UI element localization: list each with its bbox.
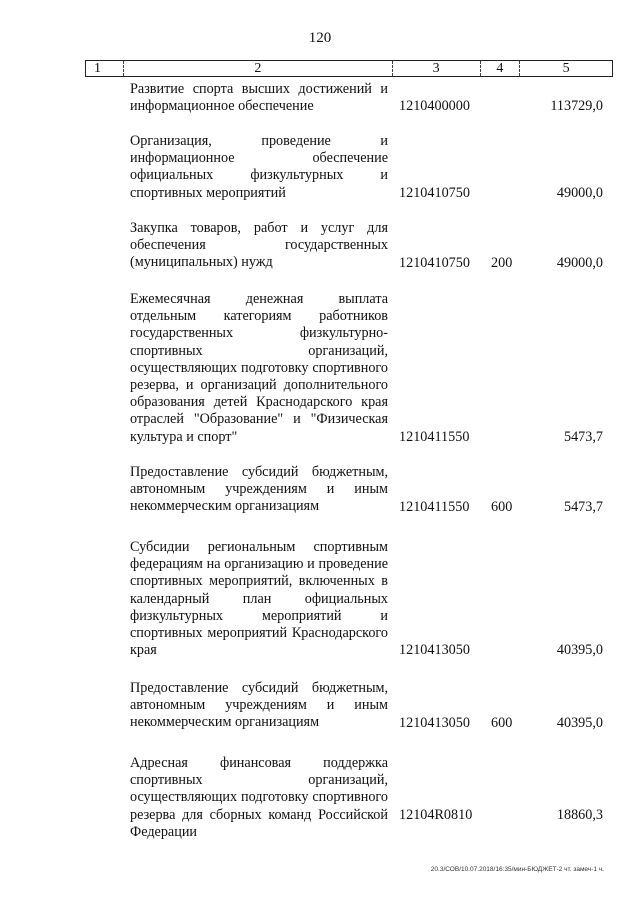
row-amount: 5473,7 [563,499,603,515]
row-amount: 40395,0 [556,715,603,731]
footer-stamp: 20.3/СОВ/10.07.2018/16:35/мин-БЮДЖЕТ-2 чт. замеч-1 ч. [430,866,604,873]
row-amount: 49000,0 [556,185,603,201]
row-amount: 18860,3 [556,807,603,823]
row-description: Организация, проведение и информационное обеспечение официальных физкультурных и спортивных мероприятий [130,133,388,201]
row-description: Адресная финансовая поддержка спортивных организаций, осуществляющих подготовку спортивного резерва для сборных команд Российской Федерации [130,755,388,840]
row-amount: 5473,7 [563,429,603,445]
header-col-1: 1 [86,61,124,76]
row-code: 1210400000 [399,98,470,114]
row-expense-type: 600 [491,499,513,515]
row-code: 1210413050 [399,715,470,731]
page-number: 120 [308,30,332,46]
row-amount: 113729,0 [550,98,603,114]
row-code: 12104R0810 [399,807,473,823]
row-expense-type: 600 [491,715,513,731]
row-code: 1210410750 [399,255,470,271]
row-amount: 49000,0 [556,255,603,271]
row-description: Предоставление субсидий бюджетным, автономным учреждениям и иным некоммерческим организациям [130,680,388,731]
header-col-5: 5 [562,61,570,76]
row-description: Субсидии региональным спортивным федерациям на организацию и проведение спортивных мероприятий, включенных в календарный план официальных физкультурных мероприятий и спортивных мероприятий Краснодарского края [130,539,388,659]
row-code: 1210411550 [399,429,470,445]
row-description: Развитие спорта высших достижений и информационное обеспечение [130,81,388,115]
table-header-row [85,60,613,77]
row-amount: 40395,0 [556,642,603,658]
row-description: Закупка товаров, работ и услуг для обеспечения государственных (муниципальных) нужд [130,220,388,271]
row-description: Ежемесячная денежная выплата отдельным категориям работников государственных физкультурно-спортивных организаций, осуществляющих подготовку спортивного резерва, и организаций дополнительного образования детей Краснодарского края отраслей "Образование" и "Физическая культура и спорт" [130,291,388,445]
row-code: 1210413050 [399,642,470,658]
row-code: 1210410750 [399,185,470,201]
row-description: Предоставление субсидий бюджетным, автономным учреждениям и иным некоммерческим организациям [130,464,388,515]
header-col-4: 4 [481,61,521,76]
header-col-3: 3 [393,61,481,76]
header-col-2: 2 [124,61,393,76]
row-code: 1210411550 [399,499,470,515]
row-expense-type: 200 [491,255,513,271]
